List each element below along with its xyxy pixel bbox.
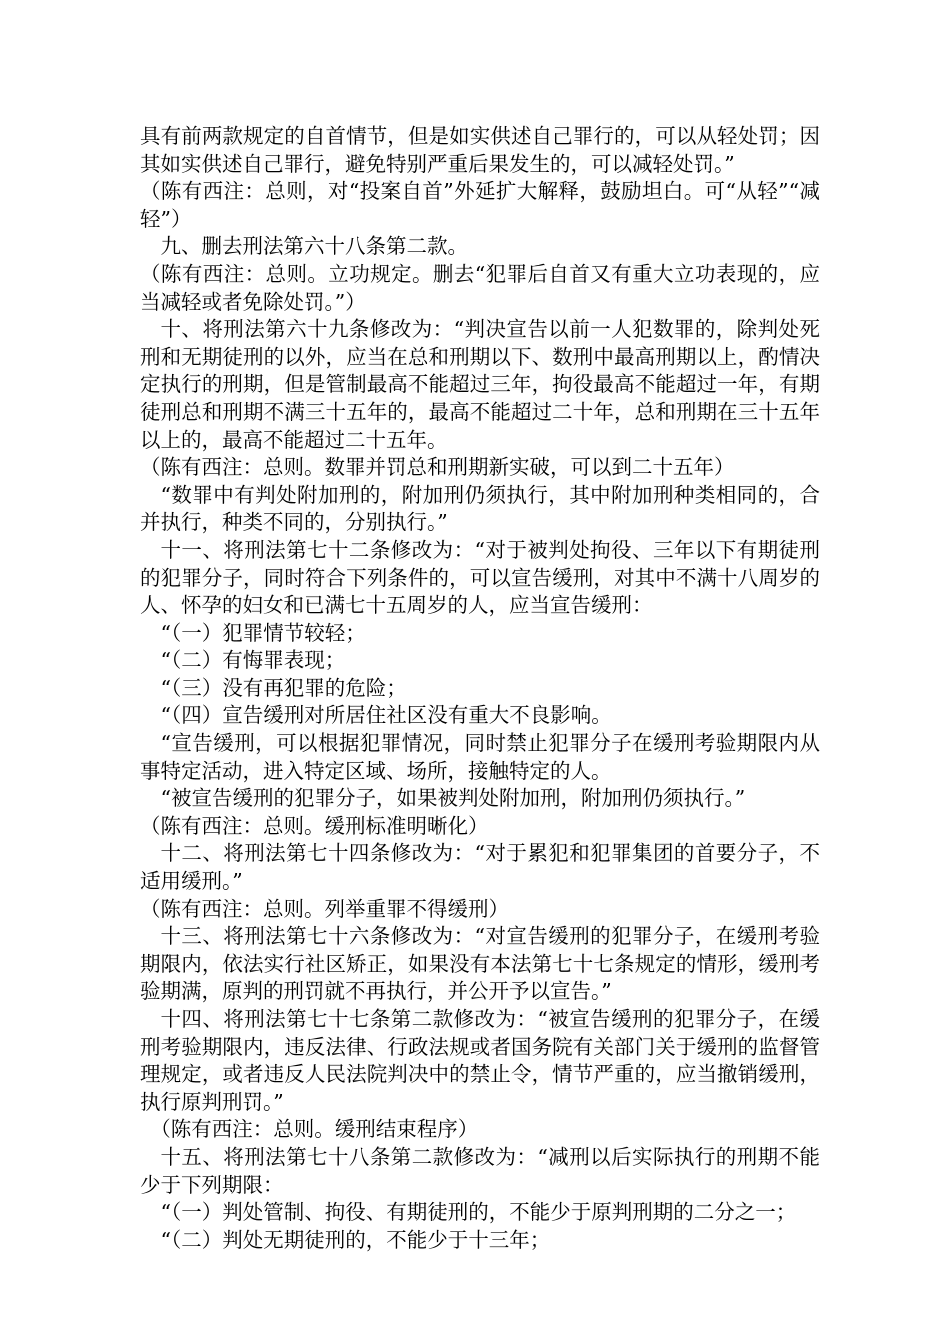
paragraph: 十、将刑法第六十九条修改为：“判决宣告以前一人犯数罪的，除判处死刑和无期徒刑的以外，应当在总和刑期以下、数刑中最高刑期以上，酌情决定执行的刑期，但是管制最高不能超过三年，拘役最高不能超过一年，有期徒刑总和刑期不满三十五年的，最高不能超过二十年，总和刑期在三十五年以上的，最高不能超过二十五年。	[140, 317, 820, 452]
paragraph: （陈有西注：总则。缓刑结束程序）	[150, 1117, 479, 1142]
paragraph: “（一）犯罪情节较轻；	[160, 620, 366, 645]
paragraph: 九、删去刑法第六十八条第二款。	[160, 234, 468, 259]
paragraph: 具有前两款规定的自首情节，但是如实供述自己罪行的，可以从轻处罚；因其如实供述自己罪行，避免特别严重后果发生的，可以减轻处罚。”	[140, 124, 820, 176]
paragraph: “（一）判处管制、拘役、有期徒刑的，不能少于原判刑期的二分之一；	[160, 1200, 797, 1225]
paragraph: 十三、将刑法第七十六条修改为：“对宣告缓刑的犯罪分子，在缓刑考验期限内，依法实行社区矫正，如果没有本法第七十七条规定的情形，缓刑考验期满，原判的刑罚就不再执行，并公开予以宣告。”	[140, 924, 820, 1004]
paragraph: “（二）判处无期徒刑的，不能少于十三年；	[160, 1227, 551, 1252]
paragraph: 十四、将刑法第七十七条第二款修改为：“被宣告缓刑的犯罪分子，在缓刑考验期限内，违反法律、行政法规或者国务院有关部门关于缓刑的监督管理规定，或者违反人民法院判决中的禁止令，情节严重的，应当撤销缓刑，执行原判刑罚。”	[140, 1007, 820, 1114]
paragraph: （陈有西注：总则。数罪并罚总和刑期新实破，可以到二十五年）	[140, 455, 735, 480]
paragraph: “（四）宣告缓刑对所居住社区没有重大不良影响。	[160, 703, 612, 728]
paragraph: （陈有西注：总则。缓刑标准明晰化）	[140, 813, 489, 838]
paragraph: “（三）没有再犯罪的危险；	[160, 675, 407, 700]
paragraph: “宣告缓刑，可以根据犯罪情况，同时禁止犯罪分子在缓刑考验期限内从事特定活动，进入特定区域、场所，接触特定的人。	[140, 731, 820, 783]
paragraph: 十一、将刑法第七十二条修改为：“对于被判处拘役、三年以下有期徒刑的犯罪分子，同时符合下列条件的，可以宣告缓刑，对其中不满十八周岁的人、怀孕的妇女和已满七十五周岁的人，应当宣告缓刑：	[140, 537, 820, 618]
paragraph: 十二、将刑法第七十四条修改为：“对于累犯和犯罪集团的首要分子，不适用缓刑。”	[140, 841, 820, 894]
paragraph: （陈有西注：总则。列举重罪不得缓刑）	[140, 896, 509, 921]
paragraph: 十五、将刑法第七十八条第二款修改为：“减刑以后实际执行的刑期不能少于下列期限：	[140, 1144, 820, 1197]
document-body	[140, 123, 820, 1254]
paragraph: “（二）有悔罪表现；	[160, 648, 346, 673]
paragraph: （陈有西注：总则，对“投案自首”外延扩大解释，鼓励坦白。可“从轻”“减轻”）	[140, 179, 820, 231]
paragraph: “被宣告缓刑的犯罪分子，如果被判处附加刑，附加刑仍须执行。”	[160, 786, 746, 811]
paragraph: “数罪中有判处附加刑的，附加刑仍须执行，其中附加刑种类相同的，合并执行，种类不同的，分别执行。”	[140, 482, 820, 535]
paragraph: （陈有西注：总则。立功规定。删去“犯罪后自首又有重大立功表现的，应当减轻或者免除处罚。”）	[140, 261, 820, 314]
